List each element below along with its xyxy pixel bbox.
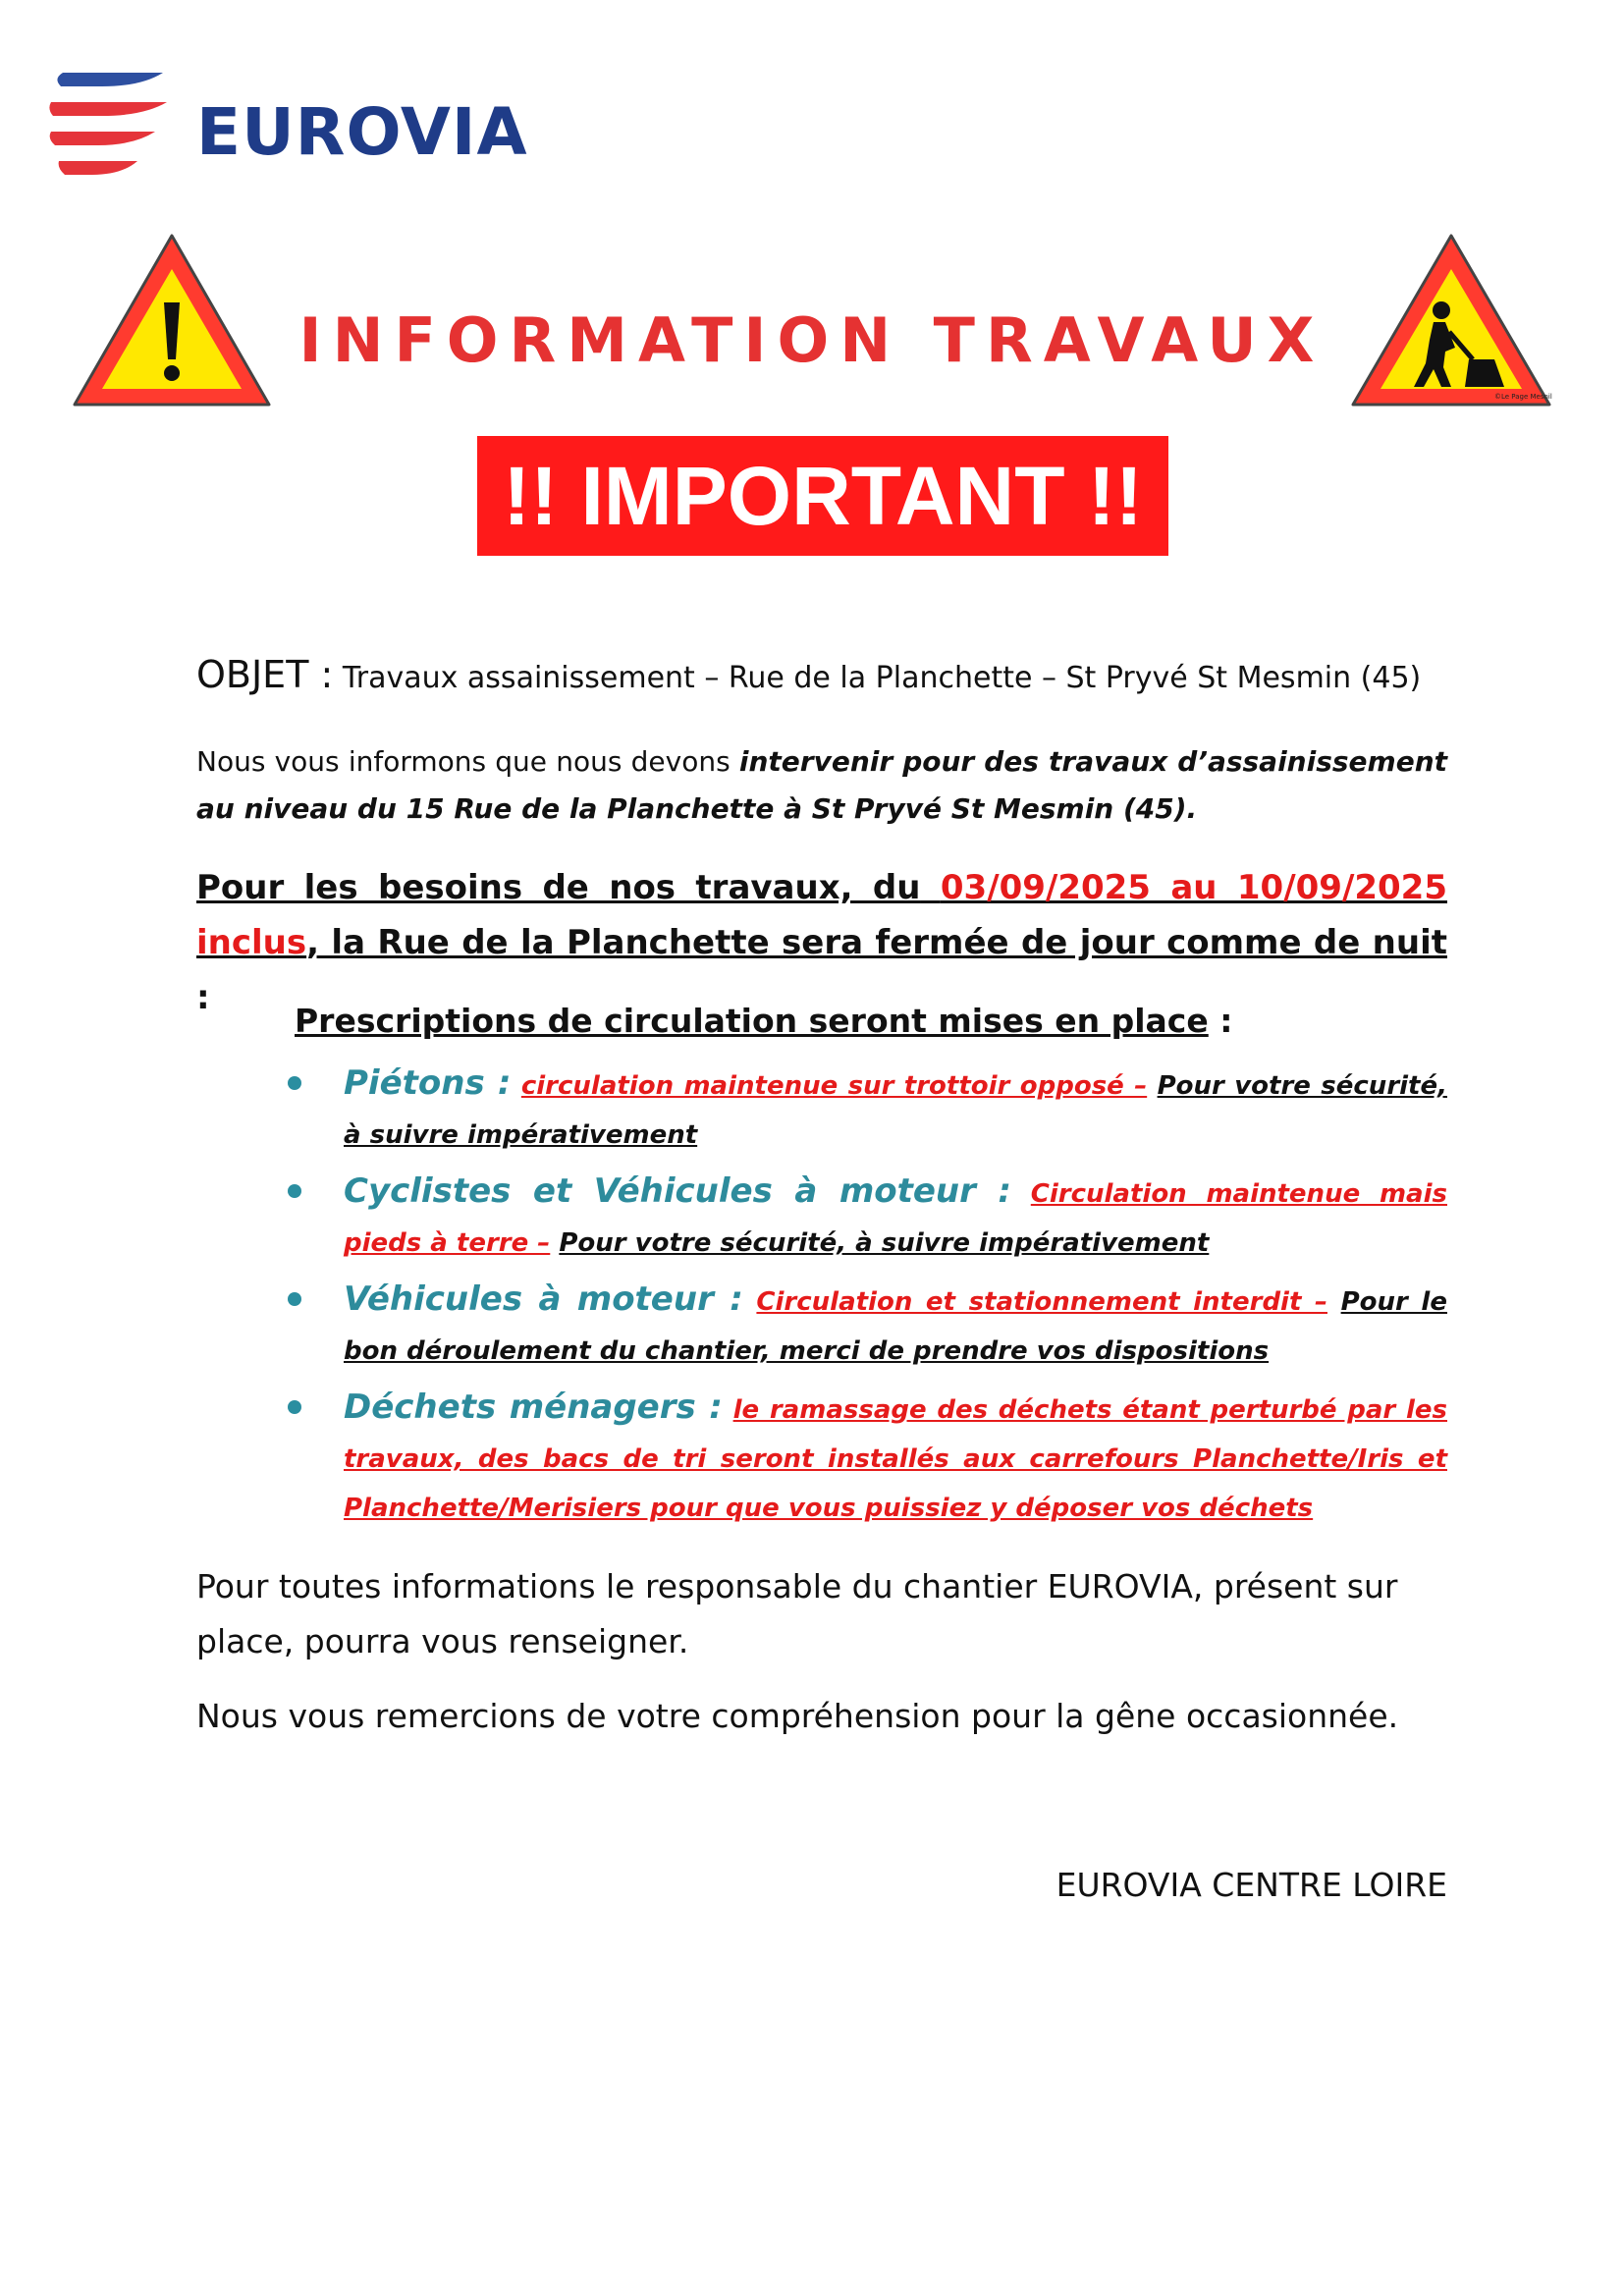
objet-line [196, 653, 1447, 696]
prescriptions-title [295, 1002, 1232, 1040]
item-label: Déchets ménagers : [344, 1387, 723, 1427]
signature: EUROVIA CENTRE LOIRE [1056, 1866, 1447, 1904]
item-black-text: Pour le bon déroulement du chantier, merci de prendre vos dispositions [344, 1287, 1447, 1366]
closure-before: Pour les besoins de nos travaux, du [196, 868, 921, 907]
item-label: Véhicules à moteur : [344, 1279, 743, 1319]
closure-after: , la Rue de la Planchette sera fermée de jour comme de nuit [306, 923, 1447, 962]
info-paragraph: Pour toutes informations le responsable du chantier EUROVIA, présent sur place, pourra vous renseigner. [196, 1567, 1398, 1660]
intro-plain: Nous vous informons que nous devons [196, 745, 731, 778]
eurovia-swoosh-icon [43, 65, 181, 192]
thanks-paragraph: Nous vous remercions de votre compréhension pour la gêne occasionnée. [196, 1697, 1399, 1735]
prescriptions-title-end: : [1208, 1002, 1233, 1040]
item-label: Cyclistes et Véhicules à moteur : [344, 1171, 1012, 1211]
warning-sign-icon [69, 230, 275, 412]
closure-dates: 03/09/2025 au 10/09/2025 inclus [196, 868, 1447, 962]
item-red-text: circulation maintenue sur trottoir opposé – [520, 1071, 1148, 1101]
item-label: Piétons : [344, 1063, 512, 1103]
objet-text: Travaux assainissement – Rue de la Planchette – St Pryvé St Mesmin (45) [342, 661, 1422, 695]
item-black-text: Pour votre sécurité, à suivre impérativement [559, 1228, 1210, 1258]
brand-name: EUROVIA [196, 94, 528, 170]
prescriptions-title-text: Prescriptions de circulation seront mises en place [295, 1002, 1209, 1040]
bullet-icon [288, 1400, 301, 1414]
roadworks-sign-icon [1347, 230, 1555, 412]
bullet-icon [288, 1292, 301, 1306]
important-banner: !! IMPORTANT !! [477, 436, 1168, 556]
list-item [295, 1275, 1447, 1376]
sign-credit: ©Le Page Mesnil [1494, 393, 1552, 401]
intro-paragraph [196, 738, 1447, 833]
intro-emphasis: intervenir pour des travaux d’assainissement au niveau du 15 Rue de la Planchette à St Pryvé St Mesmin (45). [196, 745, 1448, 825]
bullet-icon [288, 1076, 301, 1090]
bullet-icon [288, 1184, 301, 1198]
page-title: INFORMATION TRAVAUX [298, 304, 1326, 376]
list-item [295, 1167, 1447, 1268]
item-red-text: Circulation et stationnement interdit – [756, 1287, 1327, 1317]
item-black-text: Pour votre sécurité, à suivre impérativement [344, 1071, 1447, 1150]
eurovia-logo [43, 65, 573, 192]
item-red-text: Circulation maintenue mais pieds à terre – [344, 1179, 1447, 1258]
closure-paragraph [196, 860, 1447, 1025]
objet-label: OBJET : [196, 653, 334, 696]
closure-end: : [196, 978, 210, 1017]
item-red-text: le ramassage des déchets étant perturbé par les travaux, des bacs de tri seront installés aux carrefours Planchette/Iris et Planchette/Merisiers pour que vous puissiez y déposer vos déchets [344, 1395, 1448, 1523]
list-item [295, 1383, 1447, 1533]
list-item [295, 1059, 1447, 1160]
